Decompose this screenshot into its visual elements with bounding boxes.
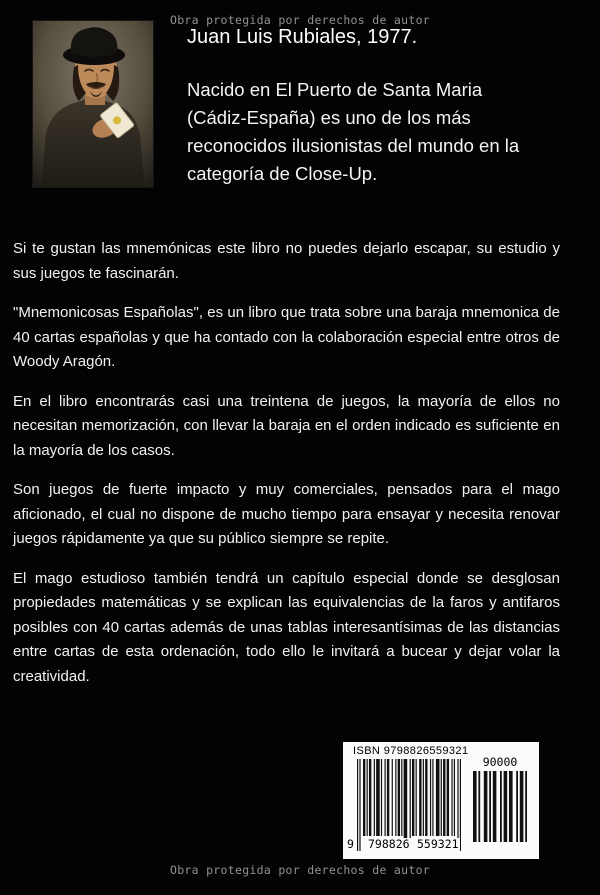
description-paragraph: Son juegos de fuerte impacto y muy comerciales, pensados para el mago aficionado, el cual no dispone de mucho tiempo para ensayar y necesita renovar juegos rápidamente ya que su público siempre se repite. [13,481,560,547]
author-portrait-illustration [33,21,153,187]
copyright-watermark-top: Obra protegida por derechos de autor [169,13,431,27]
barcode-digit-group2: 559321 [417,837,459,851]
author-bio: Nacido en El Puerto de Santa Maria (Cádiz-España) es uno de los más reconocidos ilusionistas del mundo en la categoría de Close-Up. [187,79,520,184]
barcode-digit-left: 9 [347,837,354,851]
description-paragraph: "Mnemonicosas Españolas", es un libro que trata sobre una baraja mnemonica de 40 cartas españolas y que ha contado con la colaboración especial entre otros de Woody Aragón. [13,304,560,370]
description-paragraph: Si te gustan las mnemónicas este libro no puedes dejarlo escapar, su estudio y sus juegos te fascinarán. [13,240,560,282]
author-photo [33,21,153,187]
addon-barcode [473,771,527,842]
book-description [13,237,560,689]
isbn-barcode-panel [343,742,539,859]
description-paragraph: El mago estudioso también tendrá un capítulo especial donde se desglosan propiedades matemáticas y se explican las equivalencias de la faros y antifaros posibles con 40 cartas además de unas tablas interesantísimas de las distancias entre cartas de esta ordenación, todo ello le invitará a bucear y dejar volar la creatividad. [13,569,560,685]
description-paragraph: En el libro encontrarás casi una treintena de juegos, la mayoría de ellos no necesitan memorización, con llevar la baraja en el orden indicado es suficiente en la mayoría de los casos. [13,392,560,459]
copyright-watermark-bottom: Obra protegida por derechos de autor [169,863,431,877]
barcode-digit-group1: 798826 [368,837,410,851]
barcode-addon-label: 90000 [482,755,518,769]
isbn-label: ISBN 9798826559321 [353,745,469,757]
author-name: Juan Luis Rubiales, 1977. [187,26,418,48]
